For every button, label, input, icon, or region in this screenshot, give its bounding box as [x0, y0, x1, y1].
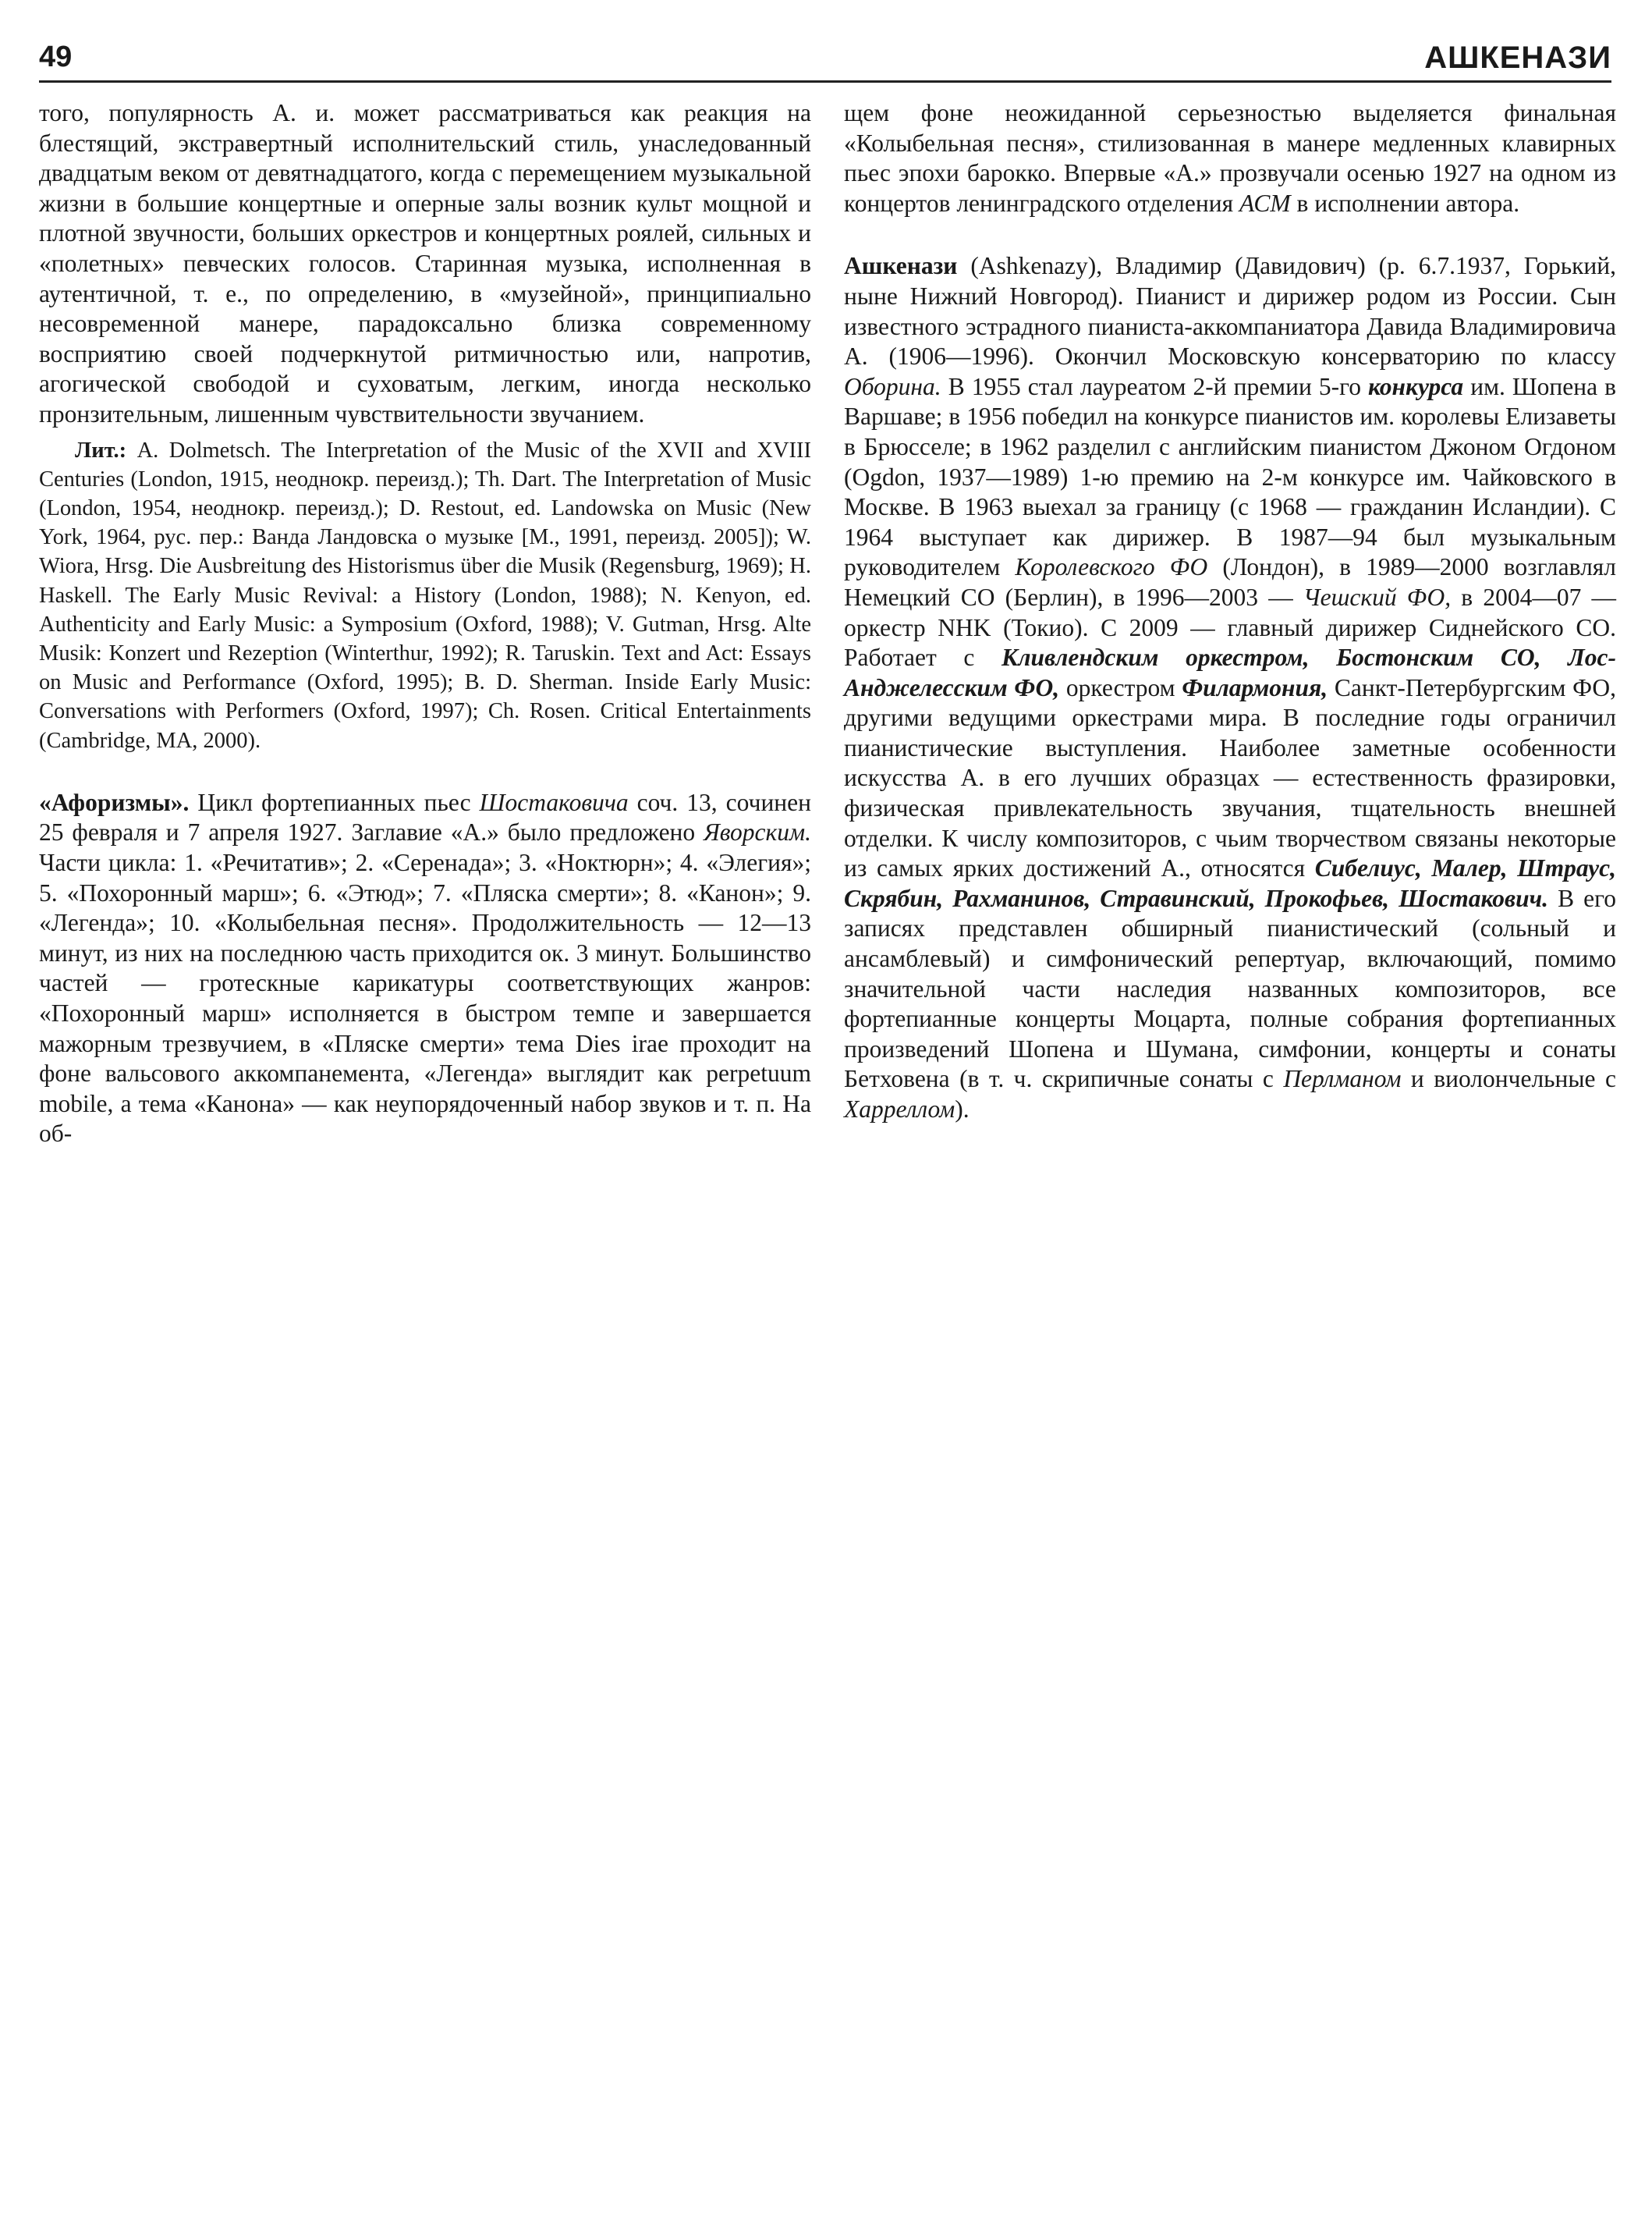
aphorisms-text-2: соч. 13, сочинен 25 февраля и 7 апреля 1927. Заглавие «А.» было предложено [39, 788, 811, 847]
running-head: АШКЕНАЗИ [1424, 41, 1611, 75]
royal-po-link: Королевского ФО [1015, 553, 1208, 581]
ashkenazy-text-1: (Ashkenazy), Владимир (Давидович) (р. 6.7.1937, Горький, ныне Нижний Новгород). Пианист и дирижер родом из России. Сын известного эстрадного пианиста-аккомпаниатора Давида Владимировича А. (1906—1996). Окончил Московскую консерваторию по классу [844, 252, 1616, 371]
aphorisms-text-1: Цикл фортепианных пьес [189, 788, 480, 816]
composers-link: Сибелиус, Малер, Штраус, Скрябин, Рахманинов, Стравинский, Прокофьев, Шостакович. [844, 854, 1616, 912]
ashkenazy-text-3: им. Шопена в Варшаве; в 1956 победил на конкурсе пианистов им. королевы Елизаветы в Брюсселе; в 1962 разделил с английским пианистом Джоном Огдоном (Ogdon, 1937—1989) 1-ю премию на 2-м конкурсе им. Чайковского в Москве. В 1963 выехал за границу (с 1968 — гражданин Исландии). С 1964 выступает как дирижер. В 1987—94 был музыкальным руководителем [844, 372, 1616, 581]
aphorisms-text-3: Части цикла: 1. «Речитатив»; 2. «Серенада»; 3. «Ноктюрн»; 4. «Элегия»; 5. «Похоронный марш»; 6. «Этюд»; 7. «Пляска смерти»; 8. «Канон»; 9. «Легенда»; 10. «Колыбельная песня». Продолжительность — 12—13 минут, из них на последнюю часть приходится ок. 3 минут. Большинство частей — гротескные карикатуры соответствующих жанров: «Похоронный марш» исполняется в быстром темпе и завершается мажорным трезвучием, в «Пляске смерти» тема Dies irae проходит на фоне вальсового аккомпанемента, «Легенда» выглядит как perpetuum mobile, а тема «Канона» — как неупорядоченный набор звуков и т. п. На об- [39, 848, 811, 1148]
header-rule [39, 80, 1611, 83]
literature-label: Лит.: [75, 438, 127, 463]
ashkenazy-text-9: и виолончельные с [1401, 1065, 1616, 1093]
ashkenazy-text-7: Санкт-Петербургским ФО, другими ведущими оркестрами мира. В последние годы ограничил пианистические выступления. Наиболее заметные особенности искусства А. в его лучших образцах — естественность фразировки, физическая привлекательность звучания, тщательность внешней отделки. К числу композиторов, с чьим творчеством связаны некоторые из самых ярких достижений А., относятся [844, 673, 1616, 882]
literature-paragraph [39, 436, 811, 755]
asm-link: АСМ [1239, 189, 1291, 217]
aphorisms-headword: «Афоризмы». [39, 788, 190, 816]
ashkenazy-text-4: (Лондон), в 1989—2000 возглавлял Немецкий СО (Берлин), в 1996—2003 — [844, 553, 1616, 611]
continuation-text-2: в исполнении автора. [1290, 189, 1520, 217]
oborin-link: Оборина. [844, 372, 941, 400]
ashkenazy-text-5: в 2004—07 — оркестр NHK (Токио). С 2009 — главный дирижер Сиднейского СО. Работает с [844, 583, 1616, 672]
right-column [844, 98, 1616, 1125]
continuation-text-1: щем фоне неожиданной серьезностью выделяется финальная «Колыбельная песня», стилизованная в манере медленных клавирных пьес эпохи барокко. Впервые «А.» прозвучали осенью 1927 на одном из концертов ленинградского отделения [844, 99, 1616, 217]
ashkenazy-entry [844, 251, 1616, 1124]
perlman-link: Перлманом [1283, 1065, 1402, 1093]
competition-link: конкурса [1367, 372, 1464, 400]
ashkenazy-text-8: В его записях представлен обширный пианистический (сольный и ансамблевый) и симфонический репертуар, включающий, помимо значительной части наследия названных композиторов, все фортепианные концерты Моцарта, полные собрания фортепианных произведений Шопена и Шумана, симфонии, концерты и сонаты Бетховена (в т. ч. скрипичные сонаты с [844, 884, 1616, 1093]
ashkenazy-text-10: ). [955, 1095, 970, 1123]
ashkenazy-text-6: оркестром [1059, 673, 1182, 701]
left-column [39, 98, 811, 1149]
aphorisms-entry [39, 788, 811, 1149]
shostakovich-link: Шостаковича [479, 788, 629, 816]
ashkenazy-text-2: В 1955 стал лауреатом 2-й премии 5-го [941, 372, 1368, 400]
aphorisms-continuation [844, 98, 1616, 218]
yavorsky-link: Яворским. [704, 818, 811, 847]
harrell-link: Харреллом [844, 1095, 955, 1123]
literature-text: A. Dolmetsch. The Interpretation of the Music of the XVII and XVIII Centuries (London, 1915, неоднокр. переизд.); Th. Dart. The Interpretation of Music (London, 1954, неоднокр. переизд.); D. Restout, ed. Landowska on Music (New York, 1964, рус. пер.: Ванда Ландовска о музыке [М., 1991, переизд. 2005]); W. Wiora, Hrsg. Die Ausbreitung des Historismus über die Musik (Regensburg, 1969); H. Haskell. The Early Music Revival: a History (London, 1988); N. Kenyon, ed. Authenticity and Early Music: a Symposium (Oxford, 1988); V. Gutman, Hrsg. Alte Musik: Konzert und Rezeption (Winterthur, 1992); R. Taruskin. Text and Act: Essays on Music and Performance (Oxford, 1995); B. D. Sherman. Inside Early Music: Conversations with Performers (Oxford, 1997); Ch. Rosen. Critical Entertainments (Cambridge, MA, 2000). [39, 438, 811, 753]
page-number: 49 [39, 41, 73, 73]
czech-po-link: Чешский ФО, [1303, 583, 1452, 611]
orchestras-link: Кливлендским оркестром, Бостонским СО, Лос-Анджелесским ФО, [844, 644, 1616, 701]
article-continuation-paragraph: того, популярность А. и. может рассматриваться как реакция на блестящий, экстравертный исполнительский стиль, унаследованный двадцатым веком от девятнадцатого, когда с перемещением музыкальной жизни в большие концертные и оперные залы возник культ мощной и плотной звучности, больших оркестров и концертных роялей, сильных и «полетных» певческих голосов. Старинная музыка, исполненная в аутентичной, т. е., по определению, в «музейной», принципиально несовременной манере, парадоксально близка современному восприятию своей подчеркнутой ритмичностью или, напротив, агогической свободой и суховатым, легким, иногда несколько пронзительным, лишенным чувствительности звучанием. [39, 99, 811, 428]
ashkenazy-headword: Ашкенази [844, 252, 958, 280]
philharmonia-link: Филармония, [1182, 673, 1328, 701]
